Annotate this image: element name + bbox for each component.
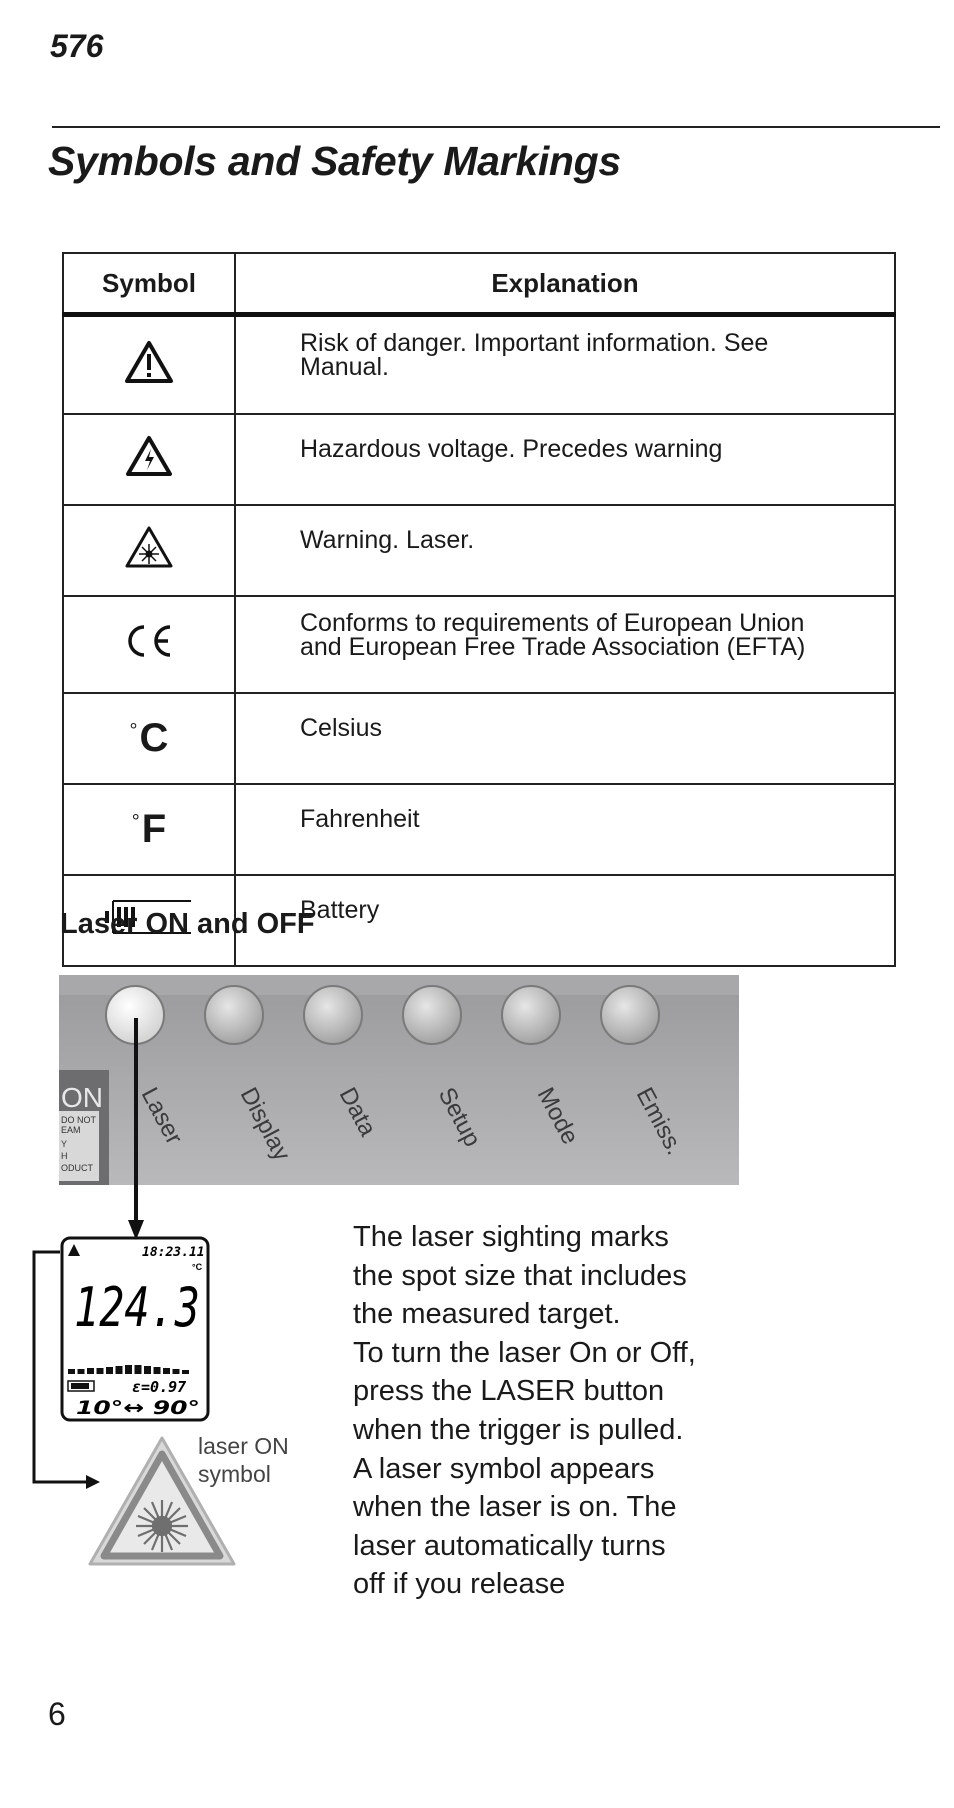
lcd-bargraph-segment (144, 1366, 151, 1374)
page-number: 6 (48, 1696, 66, 1732)
explanation-text: Battery (300, 896, 380, 924)
lcd-bargraph-segment (87, 1368, 94, 1374)
instrument-button-panel (59, 975, 739, 1185)
instruction-line: the measured target. (353, 1298, 621, 1331)
explanation-text: Risk of danger. Important information. See (300, 329, 769, 357)
lcd-bargraph-segment (97, 1368, 104, 1374)
explanation-text: Fahrenheit (300, 805, 420, 833)
explanation-text: Hazardous voltage. Precedes warning (300, 435, 723, 463)
explanation-column-header: Explanation (235, 253, 895, 315)
model-number: 576 (50, 28, 104, 64)
instruction-line: the spot size that includes (353, 1259, 687, 1292)
table-row (63, 784, 895, 875)
panel-button-display (205, 986, 263, 1044)
table-row (63, 505, 895, 596)
instruction-line: A laser symbol appears (353, 1452, 655, 1485)
lcd-bargraph-segment (182, 1370, 189, 1374)
panel-button-label: Setup (432, 1083, 486, 1152)
lcd-bargraph-segment (154, 1367, 161, 1374)
lcd-bargraph-segment (78, 1369, 85, 1374)
panel-side-text: Y (61, 1139, 68, 1149)
panel-side-text: EAM (61, 1125, 81, 1135)
symbols-table (62, 252, 896, 967)
explanation-text: Celsius (300, 714, 382, 742)
lcd-bargraph-segment (68, 1369, 75, 1374)
hazardous-voltage-icon (125, 435, 173, 477)
header-rule (52, 126, 940, 128)
panel-button-label: Data (333, 1083, 382, 1141)
lcd-bargraph-segment (173, 1369, 180, 1374)
laser-warning-icon (124, 525, 174, 569)
panel-button-laser (106, 986, 164, 1044)
panel-button-label: Emiss. (630, 1083, 689, 1160)
explanation-text-cont: Manual. (300, 353, 389, 381)
explanation-text: Warning. Laser. (300, 526, 475, 554)
laser-section-heading: Laser ON and OFF (60, 908, 315, 940)
instruction-line: laser automatically turns (353, 1529, 666, 1562)
table-row (63, 596, 895, 693)
page-title: Symbols and Safety Markings (48, 138, 621, 184)
symbol-column-header: Symbol (63, 253, 235, 315)
table-row (63, 693, 895, 784)
panel-button-setup (403, 986, 461, 1044)
warning-triangle-icon (124, 340, 174, 384)
panel-side-text: DO NOT (61, 1115, 96, 1125)
lcd-bargraph-segment (116, 1366, 123, 1374)
table-header-row (63, 253, 895, 315)
lcd-bargraph-segment (125, 1365, 132, 1374)
laser-instructions (353, 1218, 783, 1604)
laser-symbol-label: laser ON symbol (198, 1433, 289, 1487)
explanation-text-cont: and European Free Trade Association (EFTA) (300, 633, 806, 661)
instruction-line: when the trigger is pulled. (353, 1413, 684, 1446)
lcd-range: 10°↔ 90° (76, 1397, 200, 1419)
instruction-line: To turn the laser On or Off, (353, 1336, 696, 1369)
lcd-emissivity: ε=0.97 (132, 1378, 187, 1396)
panel-button-label: Display (234, 1083, 296, 1166)
panel-side-text: ODUCT (61, 1163, 93, 1173)
explanation-text: Conforms to requirements of European Union (300, 609, 805, 637)
panel-side-label: ON (61, 1082, 103, 1113)
celsius-symbol: °C (129, 716, 169, 760)
lcd-unit: °C (192, 1262, 203, 1272)
panel-button-label: Laser (135, 1083, 188, 1149)
table-row (63, 414, 895, 505)
fahrenheit-symbol: °F (131, 807, 167, 851)
lcd-time: 18:23.11 (142, 1245, 205, 1260)
panel-button-label: Mode (531, 1083, 584, 1149)
lcd-bargraph-segment (163, 1368, 170, 1374)
panel-button-data (304, 986, 362, 1044)
lcd-reading: 124.3 (74, 1276, 200, 1339)
instruction-line: when the laser is on. The (353, 1491, 677, 1524)
lcd-bargraph-segment (135, 1365, 142, 1374)
ce-mark-icon (122, 621, 176, 661)
panel-side-text: H (61, 1151, 68, 1161)
instruction-line: press the LASER button (353, 1375, 665, 1408)
instruction-line: The laser sighting marks (353, 1221, 669, 1253)
lcd-display (60, 1236, 210, 1422)
panel-button-emiss (601, 986, 659, 1044)
panel-button-mode (502, 986, 560, 1044)
lcd-bargraph-segment (106, 1367, 113, 1374)
instruction-line: off if you release (353, 1568, 566, 1601)
table-row (63, 315, 895, 415)
